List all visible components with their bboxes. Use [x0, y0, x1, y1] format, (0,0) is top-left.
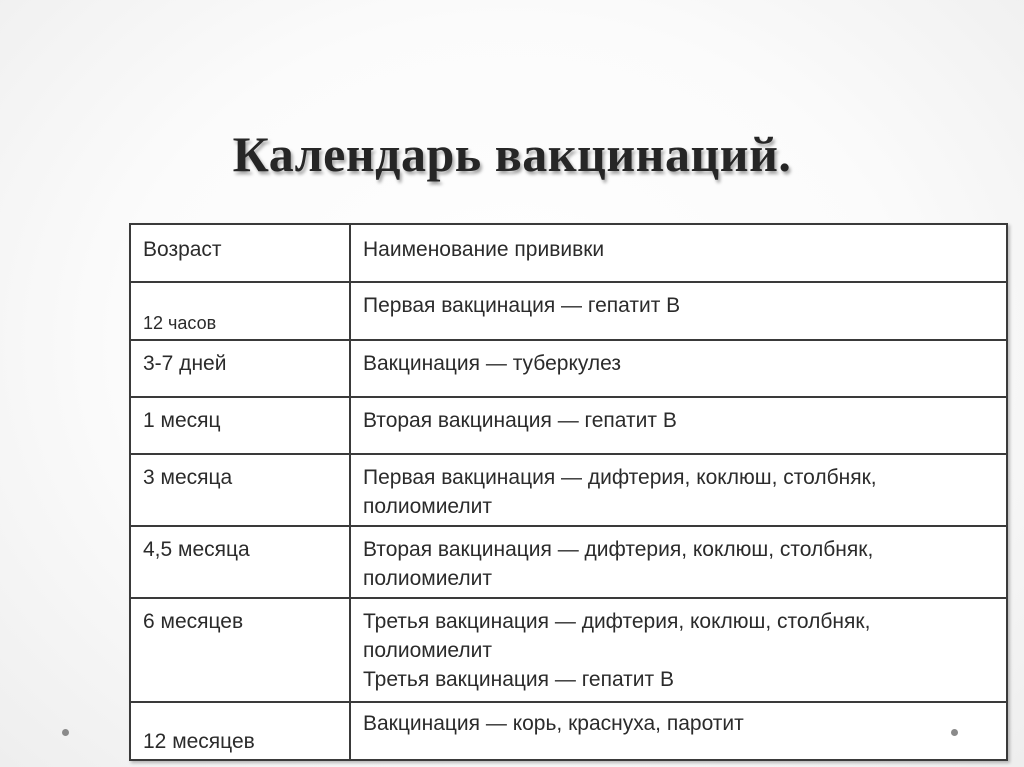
age-cell: 1 месяц	[130, 397, 350, 454]
table-row	[130, 397, 1007, 454]
age-cell: 3-7 дней	[130, 340, 350, 397]
table-row	[130, 340, 1007, 397]
vaccine-cell	[350, 397, 1007, 454]
vaccine-line: Третья вакцинация — гепатит B	[363, 668, 674, 691]
vaccine-line: Вторая вакцинация — дифтерия, коклюш, столбняк,	[363, 538, 874, 561]
vaccine-cell	[350, 454, 1007, 526]
age-cell: 12 месяцев	[130, 702, 350, 760]
age-cell: 4,5 месяца	[130, 526, 350, 598]
table-row	[130, 526, 1007, 598]
vaccine-line: полиомиелит	[363, 639, 493, 662]
table-row	[130, 454, 1007, 526]
vaccine-cell	[350, 526, 1007, 598]
vaccine-cell	[350, 340, 1007, 397]
vaccine-line: Третья вакцинация — дифтерия, коклюш, столбняк,	[363, 610, 871, 633]
vaccine-line: полиомиелит	[363, 495, 493, 518]
table-header-row	[130, 224, 1007, 282]
vaccine-line: полиомиелит	[363, 567, 493, 590]
age-cell: 3 месяца	[130, 454, 350, 526]
vaccine-line: Первая вакцинация — гепатит B	[363, 294, 681, 317]
header-vaccine-name: Наименование прививки	[350, 224, 1007, 282]
decorative-dot-right	[951, 729, 958, 736]
vaccine-line: Первая вакцинация — дифтерия, коклюш, столбняк,	[363, 466, 877, 489]
vaccine-cell	[350, 702, 1007, 760]
vaccine-line: Вторая вакцинация — гепатит B	[363, 409, 677, 432]
vaccine-cell	[350, 598, 1007, 702]
header-age: Возраст	[130, 224, 350, 282]
age-cell: 6 месяцев	[130, 598, 350, 702]
table-row	[130, 702, 1007, 760]
decorative-dot-left	[62, 729, 69, 736]
slide-title: Календарь вакцинаций.	[232, 126, 792, 182]
table-row	[130, 598, 1007, 702]
vaccine-cell	[350, 282, 1007, 340]
vaccine-line: Вакцинация — туберкулез	[363, 352, 622, 375]
vaccination-table	[129, 223, 1008, 761]
vaccine-line: Вакцинация — корь, краснуха, паротит	[363, 712, 744, 735]
age-cell: 12 часов	[130, 282, 350, 340]
table-row	[130, 282, 1007, 340]
